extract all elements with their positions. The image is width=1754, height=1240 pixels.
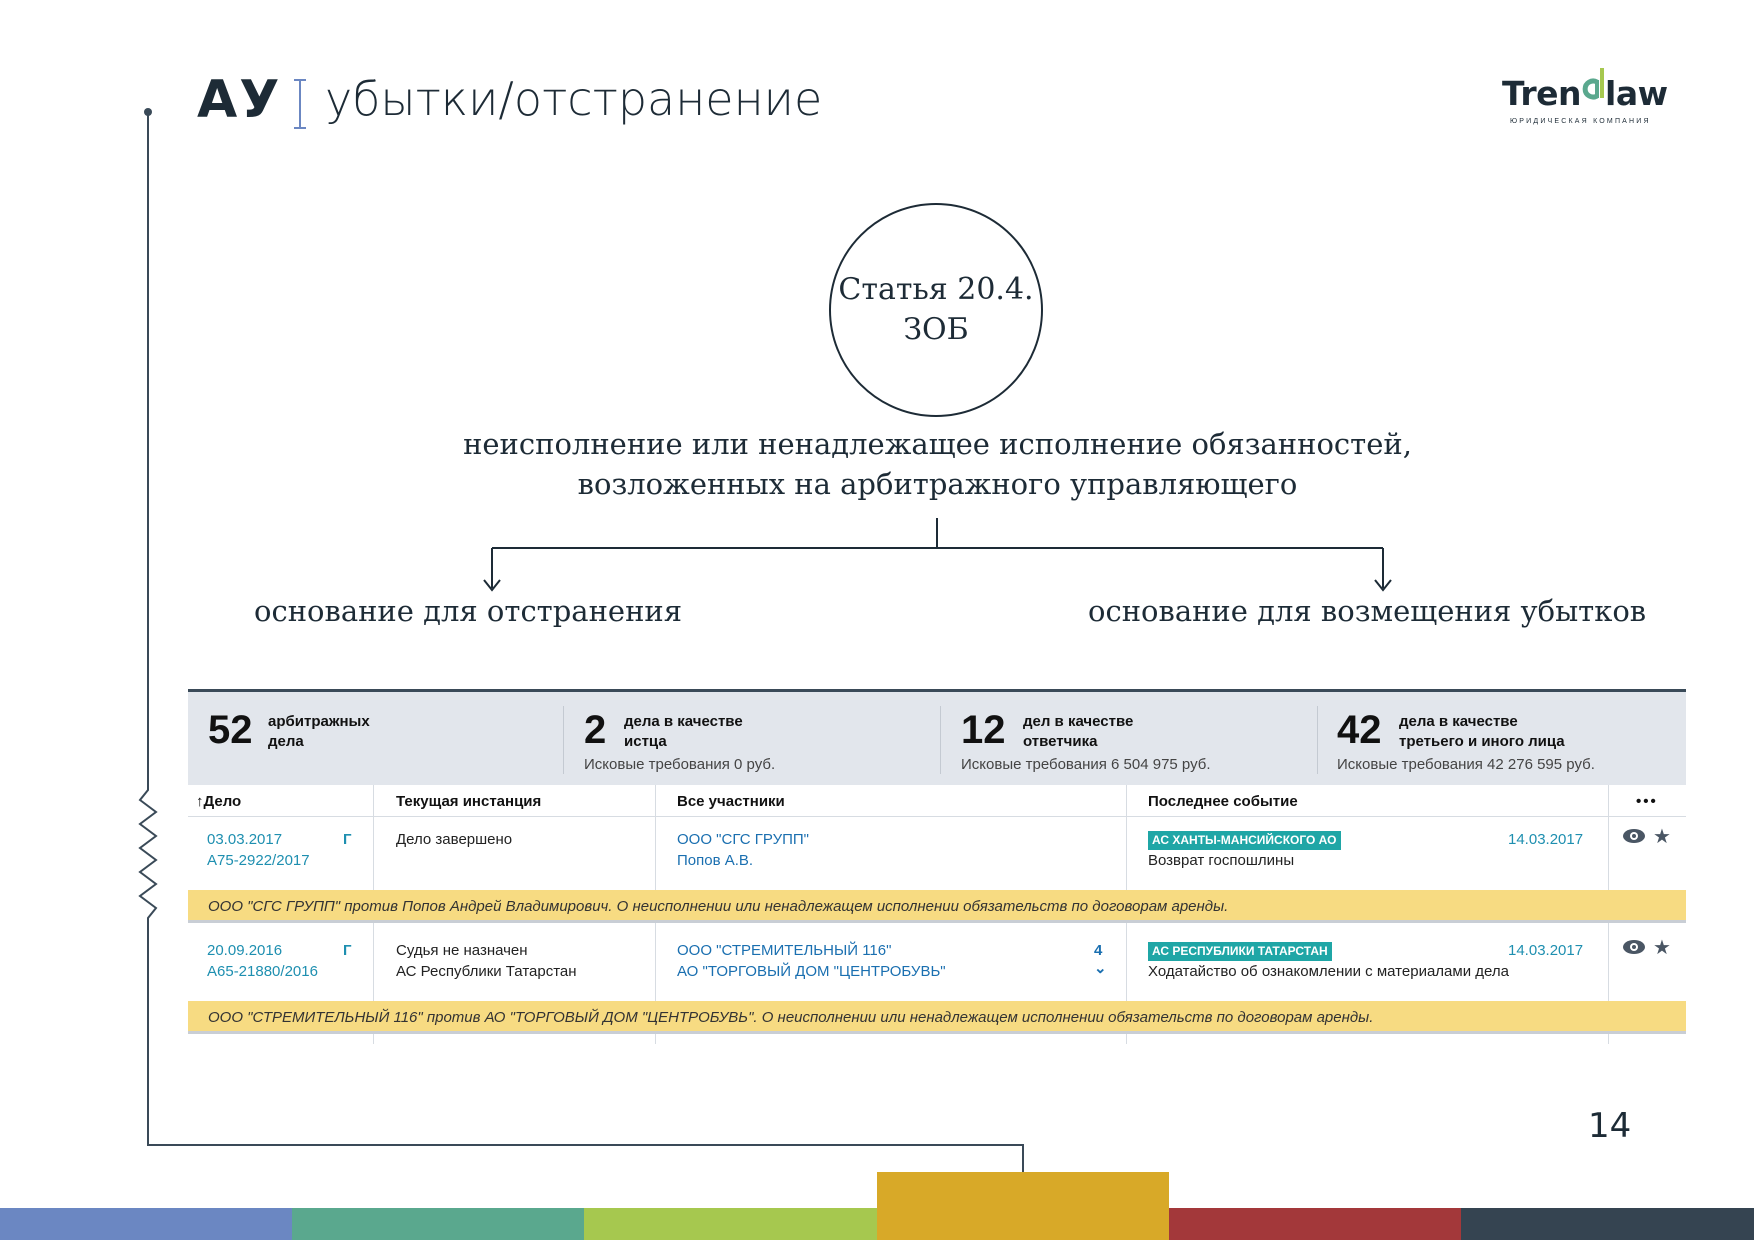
- chevron-down-icon[interactable]: ⌄: [1094, 960, 1107, 977]
- stat-sub: Исковые требования 42 276 595 руб.: [1337, 756, 1595, 773]
- participant-count[interactable]: 4: [1094, 942, 1103, 959]
- case-court: АС Республики Татарстан: [396, 963, 577, 980]
- summary-bar: [188, 689, 1686, 785]
- stat-label-line-1: дел в качестве: [1023, 713, 1134, 730]
- logo-subtitle: ЮРИДИЧЕСКАЯ КОМПАНИЯ: [1510, 118, 1651, 125]
- stat-divider: [1317, 706, 1318, 774]
- case-type: Г: [343, 831, 352, 848]
- favorite-star-icon[interactable]: ★: [1653, 937, 1671, 959]
- page-subtitle: убытки/отстранение: [325, 72, 823, 126]
- court-badge: [1148, 829, 1341, 850]
- footer-color-segment-active: [877, 1172, 1169, 1240]
- column-header-participants[interactable]: Все участники: [677, 793, 785, 810]
- stat-divider: [940, 706, 941, 774]
- view-eye-icon[interactable]: [1622, 827, 1646, 851]
- event-date: 14.03.2017: [1508, 942, 1584, 959]
- stat-sub: Исковые требования 0 руб.: [584, 756, 776, 773]
- stat-number: 42: [1337, 708, 1382, 752]
- stat-label-line-2: третьего и иного лица: [1399, 733, 1565, 750]
- table-header: [188, 785, 1686, 817]
- last-event-text: Возврат госпошлины: [1148, 852, 1295, 869]
- stat-label-line-1: арбитражных: [268, 713, 370, 730]
- event-date: 14.03.2017: [1508, 831, 1584, 848]
- summary-stat-total[interactable]: [208, 706, 548, 774]
- stat-number: 12: [961, 708, 1006, 752]
- case-instance: Дело завершено: [396, 831, 513, 848]
- footer-color-segment: [584, 1208, 877, 1240]
- case-date[interactable]: 20.09.2016: [207, 942, 283, 959]
- table-row[interactable]: [188, 817, 1686, 890]
- favorite-star-icon[interactable]: ★: [1653, 826, 1671, 848]
- stat-number: 52: [208, 708, 253, 752]
- summary-stat-third-party[interactable]: [1337, 706, 1677, 774]
- stat-label: [1023, 712, 1133, 752]
- circle-line-1: Статья 20.4.: [838, 272, 1034, 307]
- stat-label: [1399, 712, 1565, 752]
- court-badge: [1148, 940, 1332, 961]
- logo-text-part-b: law: [1605, 74, 1668, 113]
- case-number-link[interactable]: А75-2922/2017: [207, 852, 310, 869]
- branch-left-label: основание для отстранения: [254, 594, 683, 628]
- summary-stat-plaintiff[interactable]: [584, 706, 924, 774]
- case-type: Г: [343, 942, 352, 959]
- page-number: 14: [1588, 1106, 1632, 1146]
- footer-color-segment: [292, 1208, 584, 1240]
- case-summary-note: ООО "СГС ГРУПП" против Попов Андрей Владимирович. О неисполнении или ненадлежащем исполнении обязательств по договорам аренды.: [188, 890, 1686, 923]
- last-event-text: Ходатайство об ознакомлении с материалами дела: [1148, 963, 1509, 980]
- stat-divider: [563, 706, 564, 774]
- footer-color-segment: [1461, 1208, 1754, 1240]
- logo-text-part-a: Tren: [1502, 74, 1582, 113]
- footer-color-segment: [1169, 1208, 1461, 1240]
- summary-stat-defendant[interactable]: [961, 706, 1301, 774]
- stat-label: [624, 712, 743, 752]
- stat-label-line-2: истца: [624, 733, 667, 750]
- stat-label-line-1: дела в качестве: [1399, 713, 1518, 730]
- stat-sub: Исковые требования 6 504 975 руб.: [961, 756, 1211, 773]
- participant-link[interactable]: ООО "СТРЕМИТЕЛЬНЫЙ 116": [677, 942, 892, 959]
- arbitration-cases-table: [188, 689, 1686, 1044]
- stat-label-line-1: дела в качестве: [624, 713, 743, 730]
- case-date[interactable]: 03.03.2017: [207, 831, 283, 848]
- participant-link[interactable]: АО "ТОРГОВЫЙ ДОМ "ЦЕНТРОБУВЬ": [677, 963, 946, 980]
- column-header-last-event[interactable]: Последнее событие: [1148, 793, 1298, 810]
- case-instance: Судья не назначен: [396, 942, 528, 959]
- participant-link[interactable]: Попов А.В.: [677, 852, 754, 869]
- participant-link[interactable]: ООО "СГС ГРУПП": [677, 831, 809, 848]
- case-summary-note: ООО "СТРЕМИТЕЛЬНЫЙ 116" против АО "ТОРГОВЫЙ ДОМ "ЦЕНТРОБУВЬ". О неисполнении или ненадлежащем исполнении обязательств по договорам аренды.: [188, 1001, 1686, 1034]
- sort-icon: ↑: [196, 793, 204, 810]
- column-header-case-label: Дело: [203, 793, 242, 810]
- stat-number: 2: [584, 708, 607, 752]
- column-header-instance[interactable]: Текущая инстанция: [396, 793, 542, 810]
- table-row[interactable]: [188, 928, 1686, 1001]
- description-line-2: возложенных на арбитражного управляющего: [577, 467, 1298, 501]
- stat-label: [268, 712, 370, 752]
- more-options-icon[interactable]: •••: [1636, 793, 1658, 810]
- description-line-1: неисполнение или ненадлежащее исполнение обязанностей,: [463, 427, 1412, 461]
- view-eye-icon[interactable]: [1622, 938, 1646, 962]
- stat-label-line-2: ответчика: [1023, 733, 1098, 750]
- page-title: АУ: [197, 70, 282, 130]
- court-badge-label: АС ХАНТЫ-МАНСИЙСКОГО АО: [1148, 831, 1341, 850]
- column-header-case[interactable]: [196, 793, 241, 810]
- branch-right-label: основание для возмещения убытков: [1088, 594, 1647, 628]
- stat-label-line-2: дела: [268, 733, 304, 750]
- footer-color-segment: [0, 1208, 292, 1240]
- court-badge-label: АС РЕСПУБЛИКИ ТАТАРСТАН: [1148, 942, 1332, 961]
- circle-line-2: ЗОБ: [903, 312, 969, 347]
- case-number-link[interactable]: А65-21880/2016: [207, 963, 318, 980]
